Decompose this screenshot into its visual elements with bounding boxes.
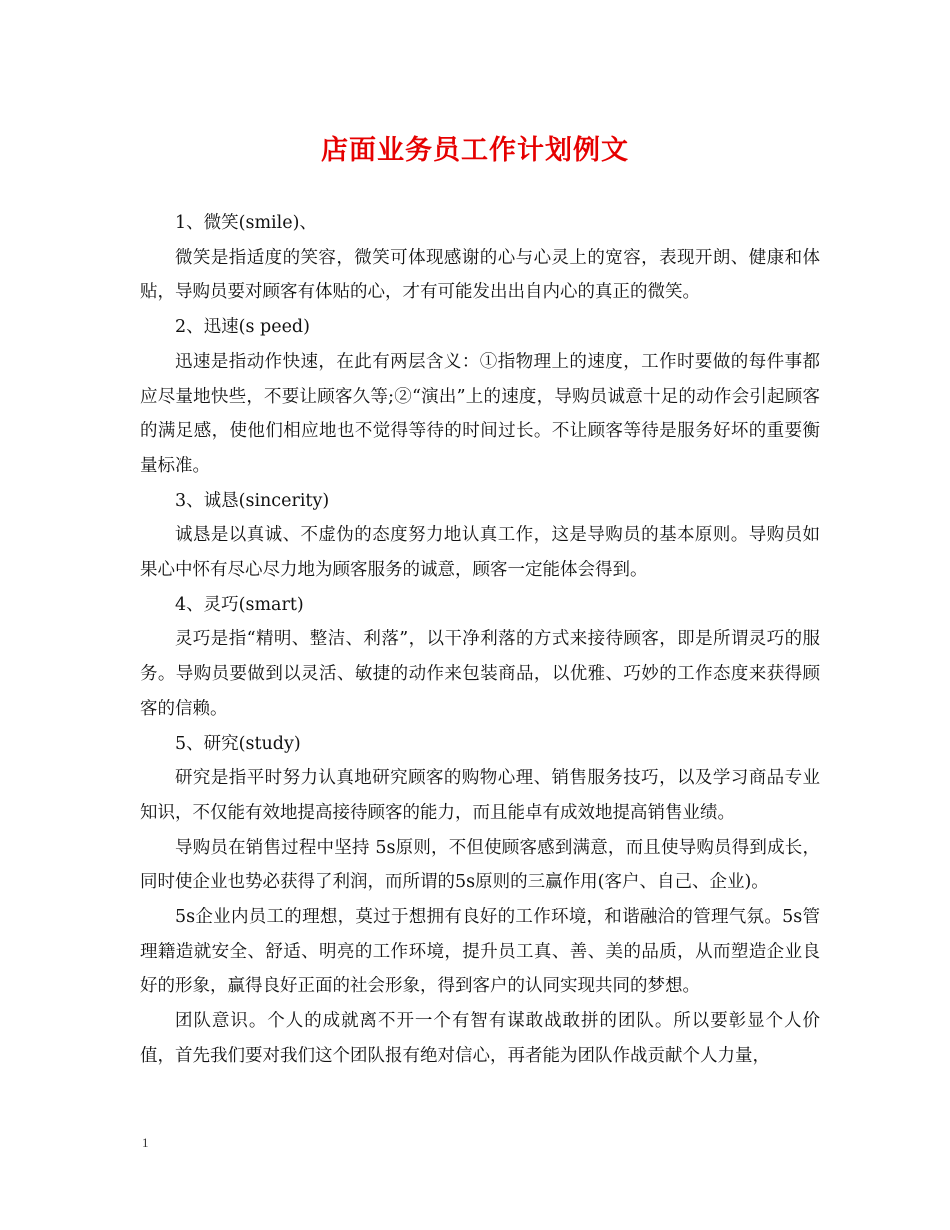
document-title: 店面业务员工作计划例文 bbox=[321, 135, 629, 166]
paragraph-smart: 灵巧是指“精明、整洁、利落”，以干净利落的方式来接待顾客，即是所谓灵巧的服务。导购员要做到以灵活、敏捷的动作来包装商品，以优雅、巧妙的工作态度来获得顾客的信赖。 bbox=[140, 629, 820, 719]
heading-sincerity: 3、诚恳(sincerity) bbox=[175, 490, 330, 511]
heading-smart: 4、灵巧(smart) bbox=[175, 594, 304, 615]
paragraph-speed: 迅速是指动作快速，在此有两层含义：①指物理上的速度，工作时要做的每件事都应尽量地快些，不要让顾客久等;②“演出”上的速度，导购员诚意十足的动作会引起顾客的满足感，使他们相应地也不觉得等待的时间过长。不让顾客等待是服务好坏的重要衡量标准。 bbox=[140, 351, 820, 476]
heading-smile: 1、微笑(smile)、 bbox=[175, 213, 317, 233]
paragraph-sincerity: 诚恳是以真诚、不虚伪的态度努力地认真工作，这是导购员的基本原则。导购员如果心中怀有尽心尽力地为顾客服务的诚意，顾客一定能体会得到。 bbox=[140, 525, 820, 581]
paragraph-5s-principle: 导购员在销售过程中坚持 5s原则，不但使顾客感到满意，而且使导购员得到成长，同时使企业也势必获得了利润，而所谓的5s原则的三赢作用(客户、自己、企业)。 bbox=[140, 837, 820, 893]
paragraph-study: 研究是指平时努力认真地研究顾客的购物心理、销售服务技巧，以及学习商品专业知识，不仅能有效地提高接待顾客的能力，而且能卓有成效地提高销售业绩。 bbox=[140, 768, 820, 823]
paragraph-smile: 微笑是指适度的笑容，微笑可体现感谢的心与心灵上的宽容，表现开朗、健康和体贴，导购员要对顾客有体贴的心，才有可能发出出自内心的真正的微笑。 bbox=[140, 247, 820, 303]
heading-speed: 2、迅速(s peed) bbox=[175, 317, 310, 338]
paragraph-5s-management: 5s企业内员工的理想，莫过于想拥有良好的工作环境，和谐融洽的管理气氛。5s管理籍造就安全、舒适、明亮的工作环境，提升员工真、善、美的品质，从而塑造企业良好的形象，赢得良好正面的社会形象，得到客户的认同实现共同的梦想。 bbox=[140, 907, 820, 997]
document-body bbox=[140, 206, 820, 1074]
heading-study: 5、研究(study) bbox=[175, 733, 301, 754]
paragraph-team-spirit: 团队意识。个人的成就离不开一个有智有谋敢战敢拼的团队。所以要彰显个人价值，首先我们要对我们这个团队报有绝对信心，再者能为团队作战贡献个人力量， bbox=[140, 1011, 820, 1066]
page-number: 1 bbox=[142, 1135, 149, 1150]
